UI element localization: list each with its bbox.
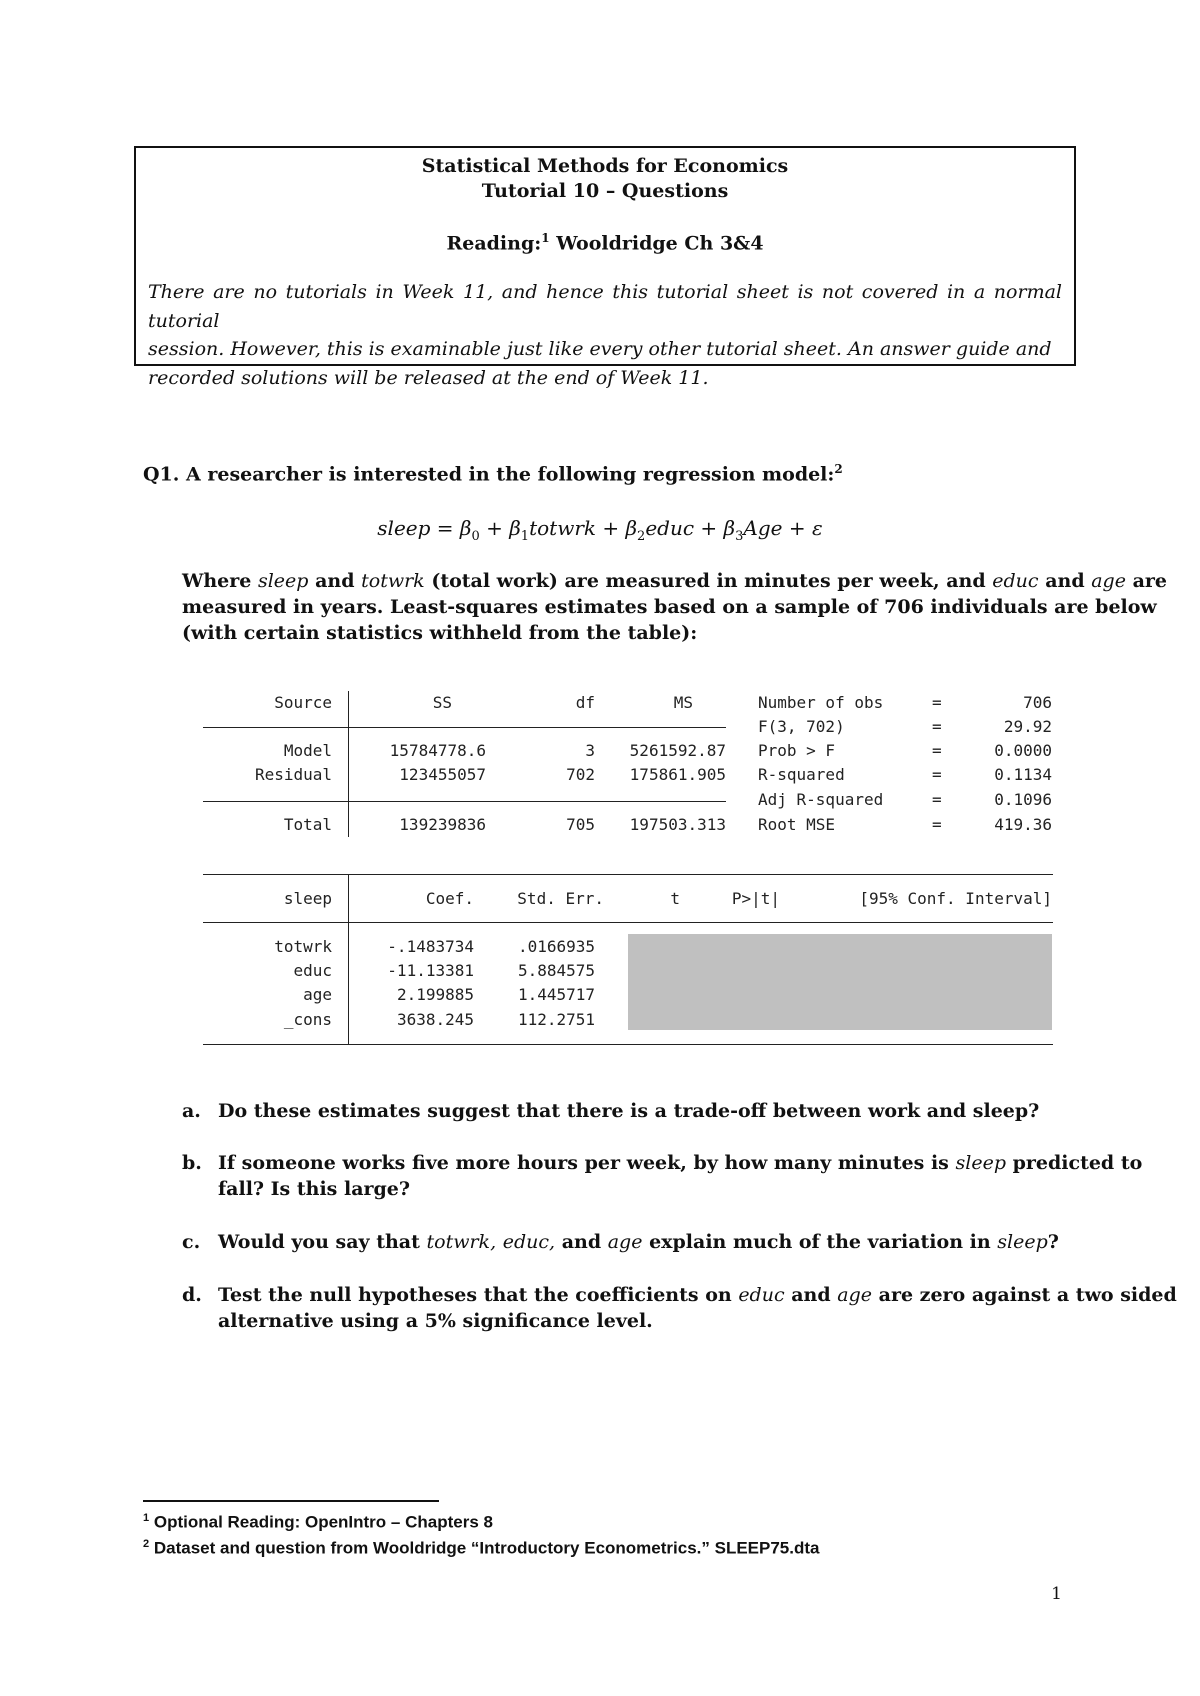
note-line: recorded solutions will be released at the end of Week 11. — [148, 366, 709, 389]
desc-line: (with certain statistics withheld from the table): — [182, 622, 698, 644]
footnote-number: 2 — [143, 1538, 150, 1550]
eq-error: ε — [811, 516, 823, 540]
stat-value: 0.0000 — [994, 741, 1052, 760]
stat-value: 0.1096 — [994, 790, 1052, 809]
desc-line: measured in years. Least-squares estimates based on a sample of 706 individuals are below — [182, 596, 1157, 618]
anova-row-ms: 175861.905 — [629, 765, 726, 784]
subquestion-line — [218, 1150, 1143, 1176]
desc-text: and — [315, 570, 355, 592]
stat-eq: = — [932, 741, 942, 760]
eq-lhs: sleep — [377, 516, 431, 540]
coef-header-t: t — [670, 889, 680, 908]
subquestion-var: age — [837, 1284, 873, 1306]
subquestion-text: explain much of the variation in — [649, 1231, 991, 1253]
stat-label: F(3, 702) — [758, 717, 845, 736]
subquestion-line: fall? Is this large? — [218, 1178, 411, 1200]
eq-beta2-sub: 2 — [637, 529, 646, 544]
reading-line — [136, 231, 1074, 254]
tutorial-title: Tutorial 10 – Questions — [481, 180, 729, 202]
eq-plus: + — [486, 516, 503, 540]
coef-header-ci: [95% Conf. Interval] — [859, 889, 1052, 908]
note-line: There are no tutorials in Week 11, and hence this tutorial sheet is not covered in a normal tutorial — [148, 281, 1062, 332]
coef-row-se: 5.884575 — [517, 961, 595, 980]
desc-var: sleep — [257, 570, 309, 592]
stat-value: 0.1134 — [994, 765, 1052, 784]
stat-eq: = — [932, 815, 942, 834]
eq-beta0: β — [459, 516, 472, 540]
stat-value: 29.92 — [1003, 717, 1052, 736]
eq-beta2: β — [625, 516, 638, 540]
reading-footnote-ref: 1 — [541, 231, 550, 245]
anova-row-source: Model — [283, 741, 332, 760]
footnote-number: 1 — [143, 1512, 150, 1524]
coef-row-var: age — [303, 985, 332, 1004]
stat-label: Number of obs — [758, 693, 884, 712]
header-box — [134, 146, 1076, 389]
coef-row-var: _cons — [283, 1010, 332, 1029]
subquestion-var: age — [607, 1231, 643, 1253]
anova-row-df: 705 — [566, 815, 595, 834]
subquestion-text: ? — [1047, 1231, 1059, 1253]
subquestion-line — [218, 1282, 1177, 1308]
eq-beta3-sub: 3 — [735, 529, 744, 544]
reading-label: Reading: — [446, 232, 542, 255]
table-rule — [203, 874, 1053, 875]
eq-plus: + — [788, 516, 806, 540]
subquestion-text: If someone works five more hours per week, by how many minutes is — [218, 1152, 949, 1174]
anova-header-df: df — [575, 693, 595, 712]
stat-label: R-squared — [758, 765, 845, 784]
subquestion-text: are zero against a two sided — [878, 1284, 1177, 1306]
anova-row-df: 3 — [585, 741, 595, 760]
eq-var-educ: educ — [645, 516, 695, 540]
desc-text: (total work) are measured in minutes per week, and — [431, 570, 986, 592]
coef-row-coef: 2.199885 — [396, 985, 474, 1004]
subquestion-var: totwrk, — [426, 1231, 497, 1253]
coef-row-se: .0166935 — [517, 937, 595, 956]
coef-header-se: Std. Err. — [517, 889, 604, 908]
question-label: Q1. — [143, 463, 180, 486]
regression-equation — [0, 516, 1200, 544]
header-note — [148, 278, 1062, 392]
course-title: Statistical Methods for Economics — [421, 155, 789, 177]
stat-eq: = — [932, 693, 942, 712]
footnote-1 — [143, 1512, 493, 1533]
anova-row-source: Total — [283, 815, 332, 834]
stat-value: 419.36 — [994, 815, 1052, 834]
table-rule — [203, 801, 726, 802]
footnote-2 — [143, 1538, 819, 1559]
anova-row-source: Residual — [254, 765, 332, 784]
eq-var-age: Age — [743, 516, 783, 540]
footnote-text: Optional Reading: OpenIntro – Chapters 8 — [153, 1512, 493, 1532]
subquestion-text: and — [561, 1231, 602, 1253]
eq-plus: + — [700, 516, 718, 540]
subquestion-label: c. — [182, 1231, 201, 1253]
anova-row-df: 702 — [566, 765, 595, 784]
eq-var-totwrk: totwrk — [529, 516, 596, 540]
subquestion-var: sleep — [955, 1152, 1006, 1174]
eq-beta3: β — [723, 516, 736, 540]
table-divider — [348, 691, 349, 837]
desc-text: Where — [182, 570, 252, 592]
stat-eq: = — [932, 765, 942, 784]
desc-var: totwrk — [361, 570, 425, 592]
anova-row-ms: 5261592.87 — [629, 741, 726, 760]
anova-header-ss: SS — [432, 693, 452, 712]
subquestion-var: educ, — [502, 1231, 556, 1253]
coef-row-coef: -.1483734 — [387, 937, 474, 956]
stat-value: 706 — [1023, 693, 1052, 712]
subquestion-var: sleep — [997, 1231, 1048, 1253]
eq-beta1-sub: 1 — [520, 529, 530, 544]
table-rule — [203, 727, 726, 728]
coef-row-se: 112.2751 — [517, 1010, 595, 1029]
subquestion-line — [218, 1229, 1058, 1255]
anova-header-ms: MS — [673, 693, 693, 712]
coef-row-var: totwrk — [274, 937, 332, 956]
subquestion-label: a. — [182, 1100, 201, 1122]
subquestion-text: Would you say that — [218, 1231, 420, 1253]
coef-row-coef: 3638.245 — [396, 1010, 474, 1029]
coef-header-var: sleep — [283, 889, 332, 908]
eq-equals: = — [436, 516, 454, 540]
subquestion-text: and — [791, 1284, 831, 1306]
anova-row-ms: 197503.313 — [629, 815, 726, 834]
coef-header-p: P>|t| — [731, 889, 780, 908]
footnote-rule — [143, 1500, 439, 1502]
eq-beta0-sub: 0 — [471, 529, 480, 544]
note-line: session. However, this is examinable just like every other tutorial sheet. An answer guide and — [148, 338, 1052, 360]
coef-header-coef: Coef. — [425, 889, 474, 908]
stat-eq: = — [932, 717, 942, 736]
subquestion-var: educ — [738, 1284, 785, 1306]
stat-label: Prob > F — [758, 741, 836, 760]
table-rule — [203, 1044, 1053, 1045]
subquestion-label: b. — [182, 1152, 202, 1174]
question-1-heading — [143, 462, 843, 485]
page-number: 1 — [1051, 1584, 1062, 1604]
table-rule — [203, 922, 1053, 923]
desc-var: educ — [992, 570, 1039, 592]
coef-row-se: 1.445717 — [517, 985, 595, 1004]
anova-header-source: Source — [274, 693, 332, 712]
reading-text: Wooldridge Ch 3&4 — [556, 232, 764, 255]
subquestion-text: Test the null hypotheses that the coefficients on — [218, 1284, 732, 1306]
coef-row-coef: -11.13381 — [387, 961, 474, 980]
question-description — [182, 568, 1168, 646]
desc-text: are — [1132, 570, 1168, 592]
subquestion-label: d. — [182, 1284, 202, 1306]
eq-beta1: β — [509, 516, 521, 540]
stat-label: Adj R-squared — [758, 790, 884, 809]
anova-row-ss: 139239836 — [399, 815, 486, 834]
stat-eq: = — [932, 790, 942, 809]
eq-plus: + — [602, 516, 620, 540]
withheld-statistics-block — [628, 934, 1052, 1030]
desc-var: age — [1091, 570, 1126, 592]
subquestion-text: Do these estimates suggest that there is a trade-off between work and sleep? — [218, 1100, 1040, 1122]
subquestion-text: predicted to — [1012, 1152, 1143, 1174]
footnote-text: Dataset and question from Wooldridge “Introductory Econometrics.” SLEEP75.dta — [153, 1538, 820, 1558]
desc-text: and — [1045, 570, 1085, 592]
desc-line — [182, 568, 1168, 594]
subquestion-line: alternative using a 5% significance level. — [218, 1310, 653, 1332]
table-divider — [348, 874, 349, 1044]
question-footnote-ref: 2 — [834, 462, 843, 476]
anova-row-ss: 123455057 — [399, 765, 486, 784]
anova-row-ss: 15784778.6 — [389, 741, 486, 760]
question-text: A researcher is interested in the following regression model: — [186, 463, 835, 486]
stat-label: Root MSE — [758, 815, 836, 834]
coef-row-var: educ — [293, 961, 332, 980]
